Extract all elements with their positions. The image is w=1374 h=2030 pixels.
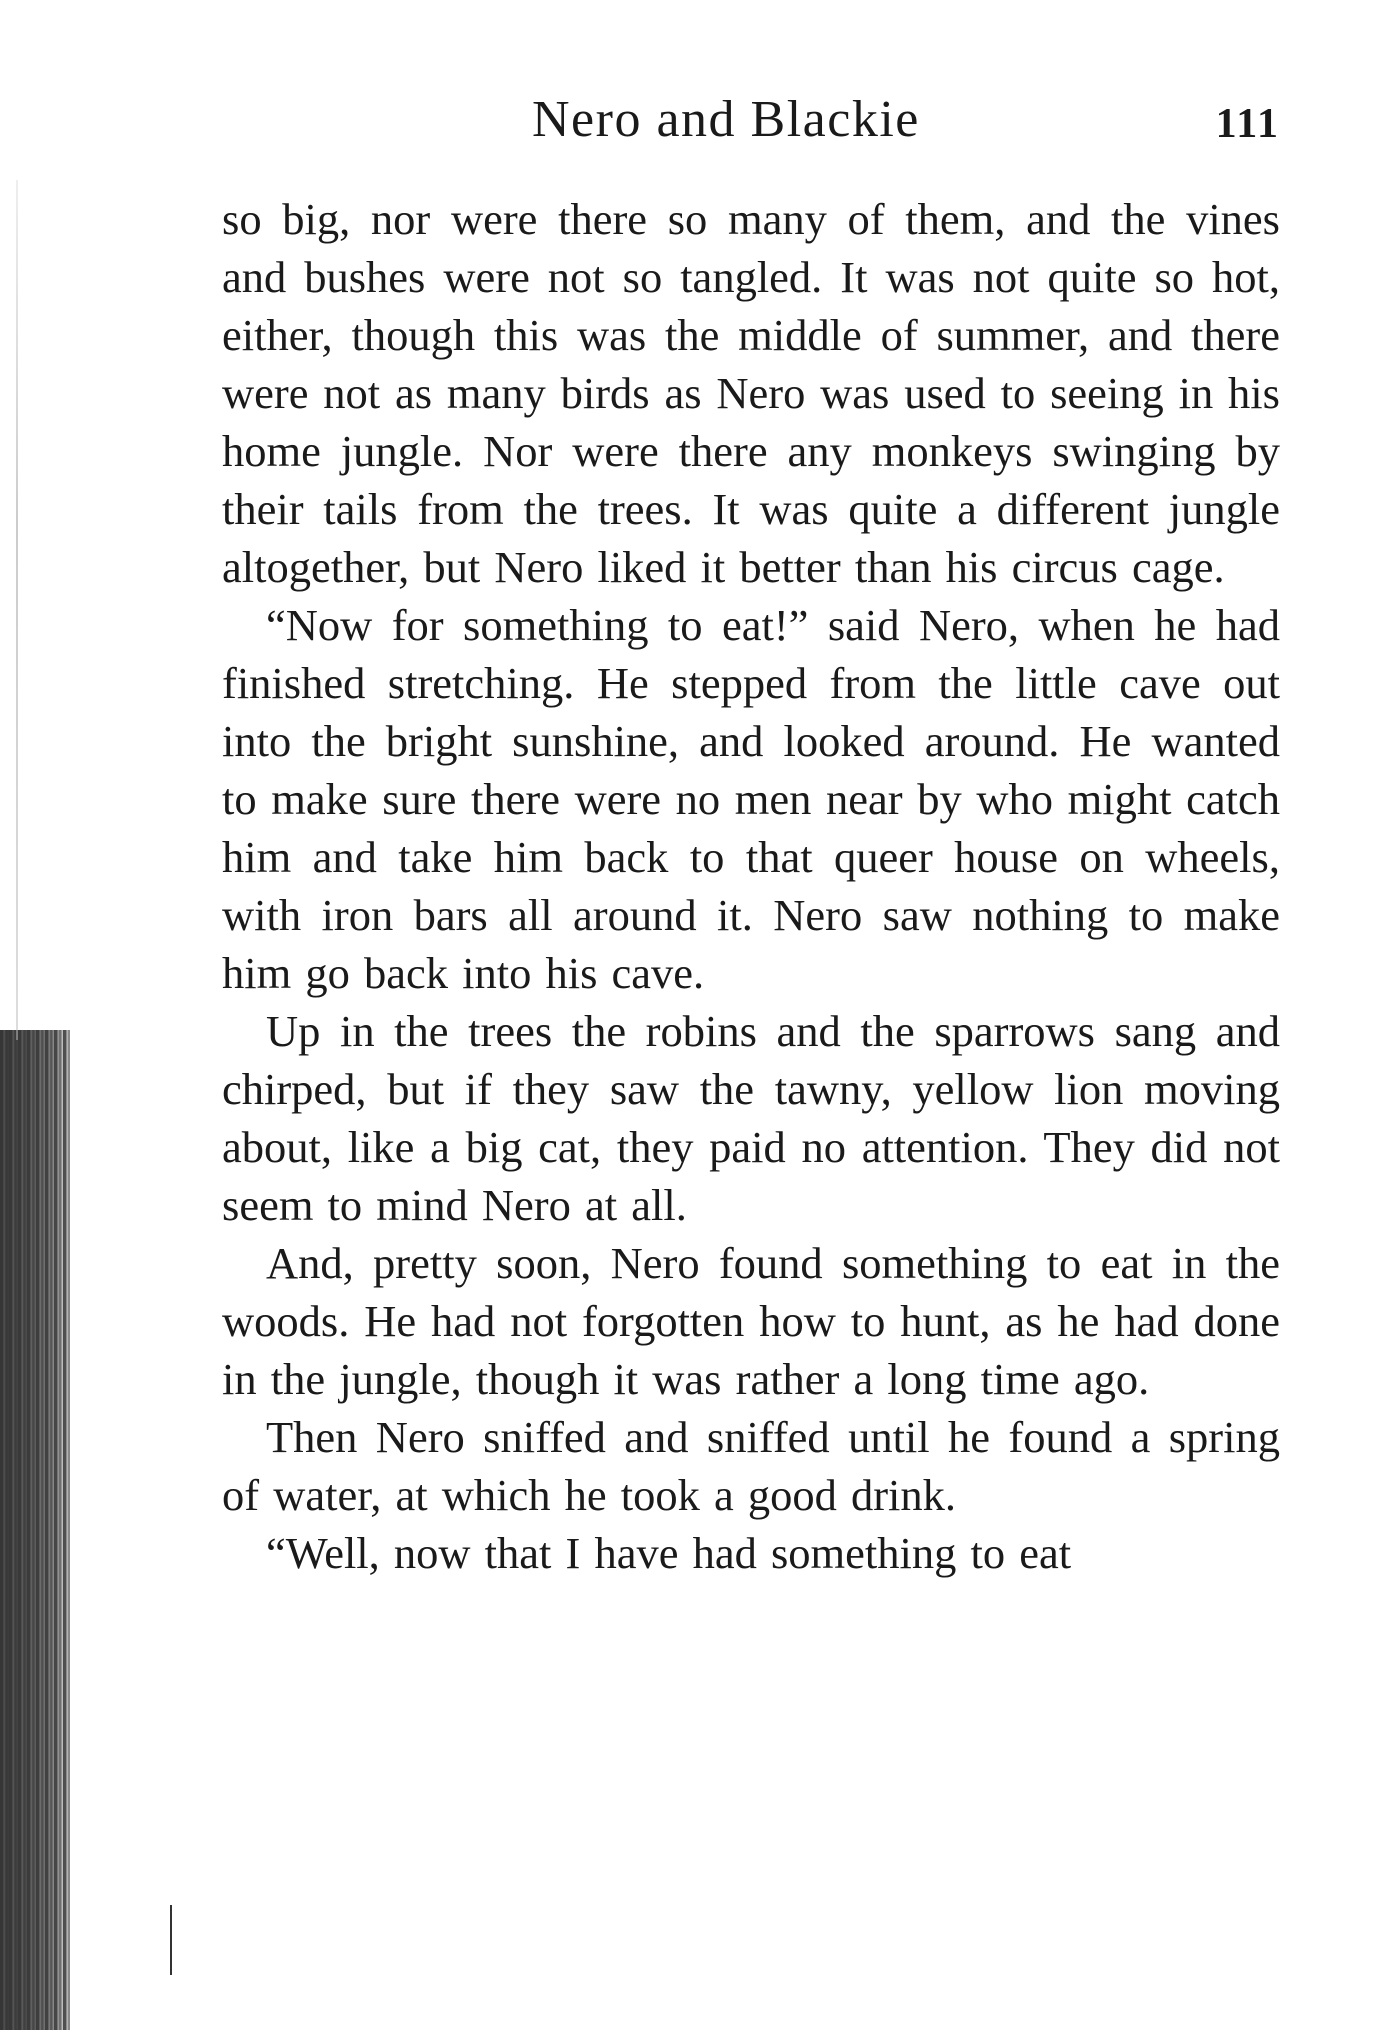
paragraph-1: so big, nor were there so many of them, and the vines and bushes were not so tangled. It was not quite so hot, either, though this was the middle of summer, and there were not as many birds as Nero was used to seeing in his home jungle. Nor were there any monkeys swinging by their tails from the trees. It was quite a different jungle altogether, but Nero liked it better than his circus cage.	[222, 194, 1280, 592]
body-text	[222, 190, 1280, 1582]
paragraph-4: And, pretty soon, Nero found something to eat in the woods. He had not forgotten how to hunt, as he had done in the jungle, though it was rather a long time ago.	[222, 1238, 1280, 1404]
stray-ink-mark	[170, 1905, 172, 1975]
scanned-binding-edge	[0, 1030, 70, 2030]
page-number: 111	[1215, 101, 1280, 147]
page-header	[220, 90, 1280, 160]
running-title: Nero and Blackie	[532, 91, 920, 148]
page-edge-line	[16, 180, 18, 1040]
paragraph-3: Up in the trees the robins and the sparrows sang and chirped, but if they saw the tawny, yellow lion moving about, like a big cat, they paid no attention. They did not seem to mind Nero at all.	[222, 1006, 1280, 1230]
paragraph-5: Then Nero sniffed and sniffed until he found a spring of water, at which he took a good drink.	[222, 1412, 1280, 1520]
paragraph-2: “Now for something to eat!” said Nero, when he had finished stretching. He stepped from the little cave out into the bright sunshine, and looked around. He wanted to make sure there were no men near by who might catch him and take him back to that queer house on wheels, with iron bars all around it. Nero saw nothing to make him go back into his cave.	[222, 600, 1280, 998]
paragraph-6: “Well, now that I have had something to eat	[266, 1528, 1072, 1578]
